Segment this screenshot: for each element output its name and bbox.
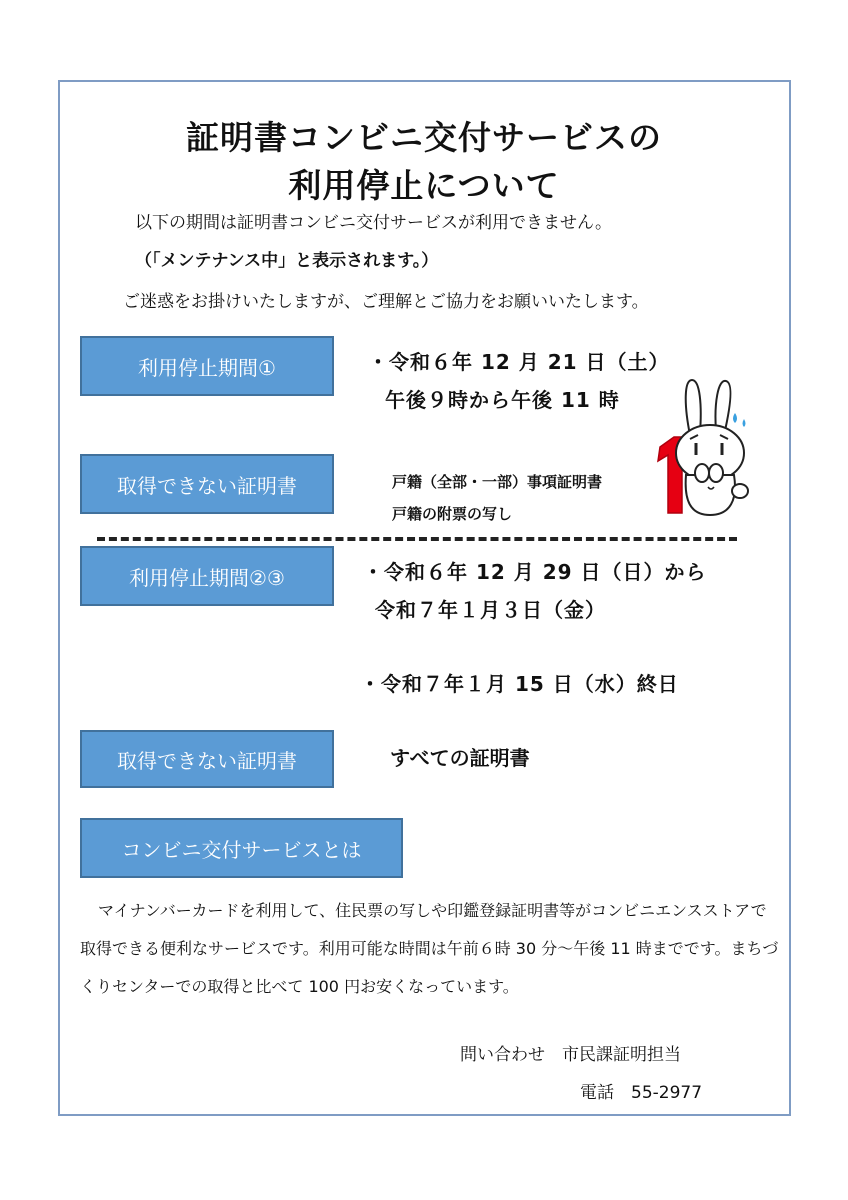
all-certificates-text: すべての証明書 xyxy=(390,746,530,770)
intro-line-3: ご迷惑をお掛けいたしますが、ご理解とご協力をお願いいたします。 xyxy=(123,292,649,312)
period-2-line-2: 令和７年１月３日（金） xyxy=(375,598,606,622)
contact-line-1: 問い合わせ 市民課証明担当 xyxy=(460,1045,681,1065)
certificate-item-1: 戸籍（全部・一部）事項証明書 xyxy=(392,473,603,491)
period-1-line-2: 午後９時から午後 11 時 xyxy=(385,388,620,412)
intro-line-1: 以下の期間は証明書コンビニ交付サービスが利用できません。 xyxy=(135,213,613,233)
label-suspension-period-1: 利用停止期間① xyxy=(80,336,334,396)
label-suspension-period-2-3: 利用停止期間②③ xyxy=(80,546,334,606)
mynumber-rabbit-icon xyxy=(640,375,750,520)
period-3-line-1: ・令和７年１月 15 日（水）終日 xyxy=(360,672,679,696)
contact-line-2: 電話 55-2977 xyxy=(580,1083,703,1103)
intro-line-2: （「メンテナンス中」と表示されます。） xyxy=(135,251,439,271)
page-title-line-2: 利用停止について xyxy=(288,166,560,205)
label-unavailable-certificates-2: 取得できない証明書 xyxy=(80,730,334,788)
period-1-line-1: ・令和６年 12 月 21 日（土） xyxy=(368,350,670,374)
label-unavailable-certificates-1: 取得できない証明書 xyxy=(80,454,334,514)
period-2-line-1: ・令和６年 12 月 29 日（日）から xyxy=(363,560,707,584)
page-title-line-1: 証明書コンビニ交付サービスの xyxy=(186,118,662,157)
section-divider xyxy=(97,537,737,541)
certificate-item-2: 戸籍の附票の写し xyxy=(392,505,513,523)
about-paragraph: マイナンバーカードを利用して、住民票の写しや印鑑登録証明書等がコンビニエンスストアで取得できる便利なサービスです。利用可能な時間は午前６時 30 分〜午後 11 時までです。まちづくりセンターでの取得と比べて 100 円お安くなっています。 xyxy=(80,901,779,996)
label-about-service: コンビニ交付サービスとは xyxy=(80,818,403,878)
